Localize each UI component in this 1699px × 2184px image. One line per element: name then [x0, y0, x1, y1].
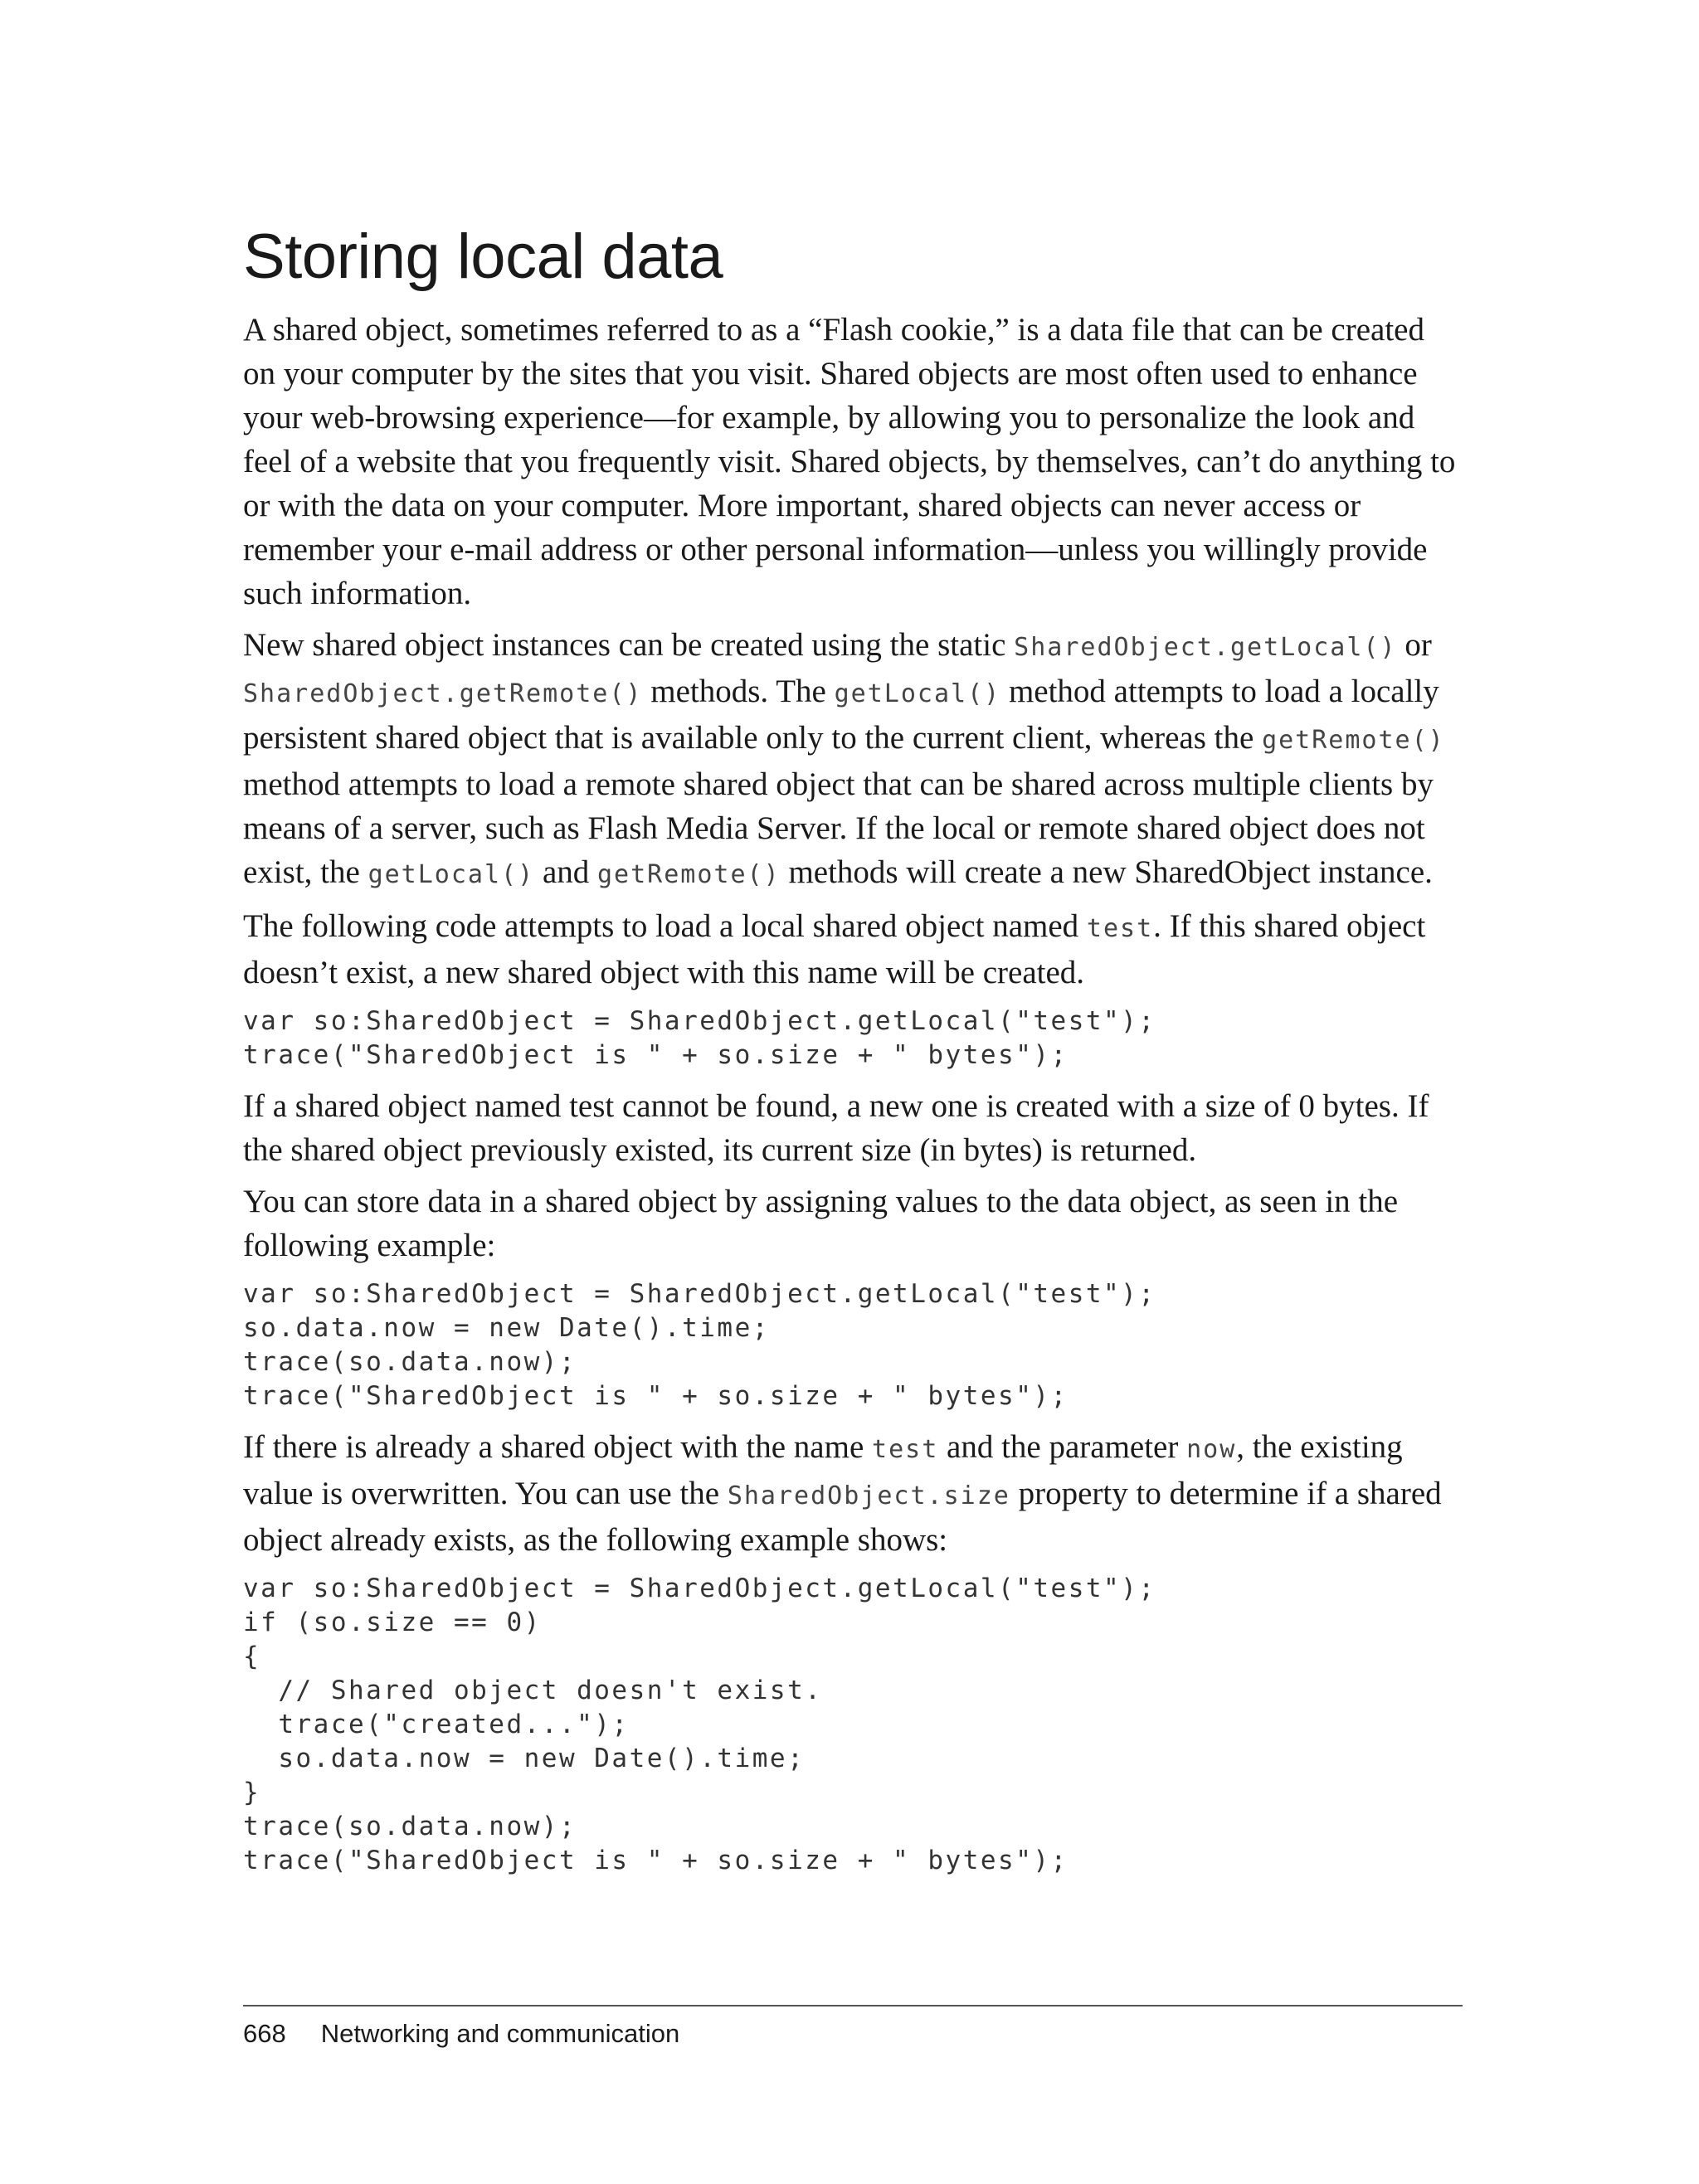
- paragraph-overwrite: [243, 1425, 1463, 1562]
- text-span: method attempts to load a locally persistent shared object that is available only to the current client, whereas the: [243, 674, 1439, 756]
- text-span: methods. The: [642, 674, 835, 709]
- code-line: trace("SharedObject is " + so.size + " bytes");: [243, 1381, 1069, 1411]
- inline-code: test: [1086, 914, 1154, 943]
- paragraph-load-test: [243, 904, 1463, 995]
- inline-code: SharedObject.getRemote(): [243, 679, 643, 708]
- page-content: [243, 220, 1463, 1890]
- text-span: , the existing value is overwritten. You can use the: [243, 1429, 1403, 1511]
- code-line: trace("SharedObject is " + so.size + " bytes");: [243, 1040, 1069, 1070]
- page-number: 668: [243, 2019, 286, 2048]
- inline-code: SharedObject.size: [727, 1481, 1010, 1510]
- page-title: Storing local data: [243, 221, 723, 292]
- code-line: }: [243, 1778, 261, 1807]
- paragraph-instances: [243, 623, 1463, 897]
- code-line: if (so.size == 0): [243, 1608, 542, 1637]
- page-footer: [243, 2017, 679, 2050]
- paragraph-store-data: You can store data in a shared object by assigning values to the data object, as seen in the following example:: [243, 1184, 1399, 1263]
- text-span: and the parameter: [938, 1429, 1187, 1465]
- code-block-3: [243, 1572, 1463, 1878]
- text-span: The following code attempts to load a local shared object named: [243, 908, 1087, 944]
- inline-code: test: [872, 1435, 939, 1464]
- code-block-1: [243, 1004, 1463, 1073]
- paragraph-size: If a shared object named test cannot be found, a new one is created with a size of 0 bytes. If the shared object previously existed, its current size (in bytes) is returned.: [243, 1088, 1429, 1168]
- text-span: methods will create a new SharedObject instance.: [780, 854, 1433, 890]
- code-line: trace(so.data.now);: [243, 1347, 577, 1377]
- code-line: trace("created...");: [243, 1710, 630, 1739]
- footer-divider: [243, 2005, 1463, 2006]
- code-block-2: [243, 1277, 1463, 1413]
- text-span: property to determine if a shared object already exists, as the following example shows:: [243, 1476, 1442, 1558]
- code-line: var so:SharedObject = SharedObject.getLocal("test");: [243, 1006, 1156, 1036]
- inline-code: getRemote(): [597, 860, 781, 889]
- inline-code: getRemote(): [1262, 726, 1445, 755]
- text-span: method attempts to load a remote shared object that can be shared across multiple clients by means of a server, such as Flash Media Server. If the local or remote shared object does not exist, the: [243, 766, 1434, 890]
- text-span: New shared object instances can be created using the static: [243, 627, 1015, 663]
- paragraph-intro: A shared object, sometimes referred to as a “Flash cookie,” is a data file that can be created on your computer by the sites that you visit. Shared objects are most often used to enhance your web-browsing experience—for example, by allowing you to personalize the look and feel of a website that you frequently visit. Shared objects, by themselves, can’t do anything to or with the data on your computer. More important, shared objects can never access or remember your e-mail address or other personal information—unless you willingly provide such information.: [243, 312, 1456, 611]
- code-line: // Shared object doesn't exist.: [243, 1676, 823, 1705]
- code-line: trace("SharedObject is " + so.size + " bytes");: [243, 1846, 1069, 1875]
- code-line: so.data.now = new Date().time;: [243, 1313, 770, 1343]
- code-line: var so:SharedObject = SharedObject.getLocal("test");: [243, 1574, 1156, 1603]
- inline-code: now: [1186, 1435, 1237, 1464]
- code-line: {: [243, 1642, 261, 1671]
- inline-code: getLocal(): [834, 679, 1001, 708]
- text-span: . If this shared object doesn’t exist, a new shared object with this name will be created.: [243, 908, 1426, 990]
- text-span: and: [534, 854, 597, 890]
- code-line: trace(so.data.now);: [243, 1812, 577, 1841]
- inline-code: SharedObject.getLocal(): [1014, 633, 1397, 662]
- code-line: so.data.now = new Date().time;: [243, 1744, 806, 1773]
- code-line: var so:SharedObject = SharedObject.getLocal("test");: [243, 1279, 1156, 1309]
- text-span: or: [1396, 627, 1432, 663]
- text-span: If there is already a shared object with the name: [243, 1429, 873, 1465]
- section-title: Networking and communication: [320, 2019, 680, 2048]
- inline-code: getLocal(): [368, 860, 535, 889]
